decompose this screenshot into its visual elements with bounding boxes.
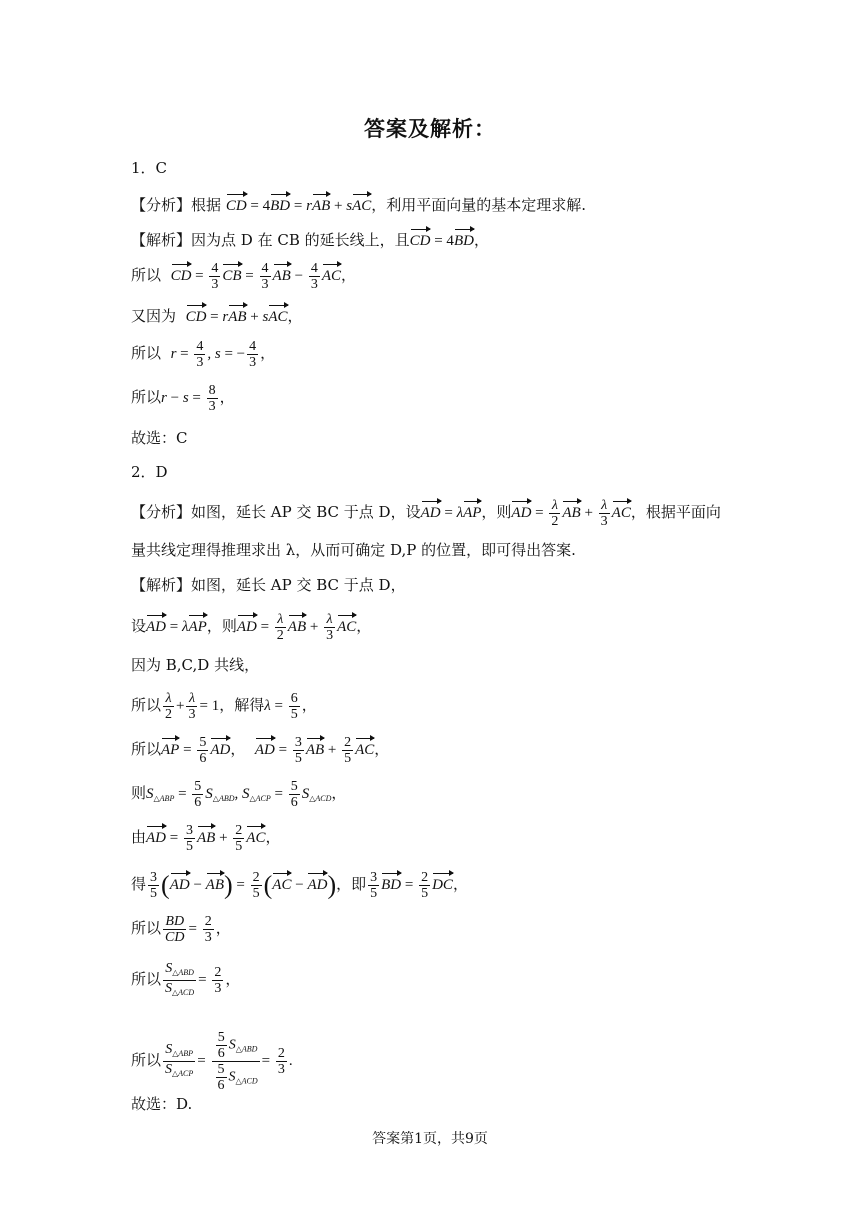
formula: AD = $\frac{\lambda}{2}$ AB + $\frac{\lambda}{3}$ AC [511, 498, 631, 529]
analysis-tag: 【分析】 [131, 196, 192, 214]
step-text: ，解得 [219, 695, 265, 714]
q2-analysis-cont: 量共线定理得推理求出 λ，从而可确定 D,P 的位置，即可得出答案. [131, 541, 576, 559]
step-text: 所以 [131, 343, 162, 362]
q2-answer: 2．D [131, 463, 168, 481]
formula: $\frac{S_{\triangle ABP}}{S_{\triangle ACP}}$ = $\frac{5}{6}$ $S_{\triangle ABD}$ $\frac{5}{6}$ $S_{\triangle ACD}$ = $\frac{2}{3}$ . [165, 1030, 293, 1093]
q1-step: 又因为 CD = rAB + sAC， [131, 304, 303, 327]
q1-answer: 1．C [131, 159, 168, 177]
formula: AD = λAP [146, 619, 207, 635]
step-text: 所以 [131, 695, 162, 714]
formula: AD = $\frac{3}{5}$ AB + $\frac{2}{5}$ AC [254, 735, 375, 766]
page-title: 答案及解析： [364, 116, 496, 141]
q2-step [131, 1030, 293, 1093]
q2-step: 所以 $\frac{S_{\triangle ABD}}{S_{\triangle ACD}}$ = $\frac{2}{3}$ ， [131, 961, 240, 1000]
analysis-text: ，根据平面向 [630, 502, 721, 521]
analysis-text: ，利用平面向量的基本定理求解. [371, 196, 587, 214]
formula: r − s = $\frac{8}{3}$ [161, 383, 216, 414]
formula: AD = $\frac{3}{5}$ AB + $\frac{2}{5}$ AC [146, 823, 266, 854]
q2-choice: 故选：D. [131, 1095, 193, 1113]
analysis-tag: 【分析】 [131, 502, 192, 521]
step-text: ，即 [336, 874, 367, 893]
formula: $S_{\triangle ABP}$ = $\frac{5}{6}$ $S_{\triangle ABD}$, $S_{\triangle ACP}$ = $\frac{5}{6}$ $S_{\triangle ACD}$ [146, 779, 332, 810]
q2-step: 所以 $\frac{BD}{CD}$ = $\frac{2}{3}$ ， [131, 914, 231, 945]
q2-step: 由AD = $\frac{3}{5}$ AB + $\frac{2}{5}$ AC， [131, 823, 281, 854]
analysis-text: ，则 [481, 502, 512, 521]
q1-step: 所以 CD = $\frac{4}{3}$ CB = $\frac{4}{3}$ AB − $\frac{4}{3}$ AC， [131, 261, 356, 292]
step-text: 所以 [131, 387, 162, 406]
step-text: 由 [131, 827, 147, 846]
step-text: ，则 [206, 616, 237, 635]
analysis-text: 如图，延长 AP 交 BC 于点 D，设 [191, 502, 421, 521]
formula: $\frac{S_{\triangle ABD}}{S_{\triangle ACD}}$ = $\frac{2}{3}$ [161, 972, 225, 988]
q2-step: 所以 $\frac{\lambda}{2}$ + $\frac{\lambda}{3}$ = 1，解得λ = $\frac{6}{5}$ ， [131, 691, 317, 722]
formula: CD = $\frac{4}{3}$ CB = $\frac{4}{3}$ AB − $\frac{4}{3}$ AC [170, 261, 341, 292]
analysis-text: 根据 [191, 196, 222, 214]
q2-step: 则$S_{\triangle ABP}$ = $\frac{5}{6}$ $S_{\triangle ABD}$, $S_{\triangle ACP}$ = $\frac{5}{6}$ $S_{\triangle ACD}$， [131, 779, 347, 810]
formula: $\frac{3}{5}$ (AD − AB) = $\frac{2}{5}$ (AC − AD) [150, 870, 337, 901]
q1-step: 所以 r = $\frac{4}{3}$ , s = − $\frac{4}{3}$ ， [131, 339, 276, 370]
q2-solution [131, 575, 406, 595]
solution-tag: 【解析】 [131, 231, 192, 249]
formula: AD = λAP [421, 505, 482, 521]
step-text: 所以 [131, 739, 162, 758]
step-text: 所以 [131, 918, 162, 937]
formula: $\frac{3}{5}$ BD = $\frac{2}{5}$ DC [370, 870, 453, 901]
q1-choice: 故选：C [131, 429, 188, 447]
step-text: 则 [131, 783, 147, 802]
formula: AP = $\frac{5}{6}$ AD [161, 735, 231, 766]
formula: λ = $\frac{6}{5}$ [264, 691, 298, 722]
q1-step: 所以r − s = $\frac{8}{3}$ ， [131, 383, 235, 414]
formula: CD = 4BD [410, 233, 474, 249]
q2-analysis [131, 498, 721, 529]
formula: AD = $\frac{\lambda}{2}$ AB + $\frac{\lambda}{3}$ AC [236, 612, 357, 643]
step-text: 所以 [131, 969, 162, 988]
q2-step: 因为 B,C,D 共线， [131, 656, 260, 674]
q2-step: 设AD = λAP，则AD = $\frac{\lambda}{2}$ AB + $\frac{\lambda}{3}$ AC， [131, 612, 372, 643]
solution-text: 如图，延长 AP 交 BC 于点 D， [191, 576, 406, 594]
solution-tag: 【解析】 [131, 576, 192, 594]
step-text: 设 [131, 616, 147, 635]
formula: $\frac{BD}{CD}$ = $\frac{2}{3}$ [165, 914, 212, 945]
step-text: 所以 [131, 1050, 162, 1069]
step-text: 得 [131, 874, 147, 893]
page-footer: 答案第1页，共9页 [372, 1131, 488, 1147]
formula: CD = 4BD = rAB + sAC [226, 198, 371, 214]
step-text: 所以 [131, 265, 162, 284]
q2-step: 得 $\frac{3}{5}$ (AD − AB) = $\frac{2}{5}$ (AC − AD)，即 $\frac{3}{5}$ BD = $\frac{2}{5}$ DC， [131, 870, 468, 901]
q2-step: 所以AP = $\frac{5}{6}$ AD， AD = $\frac{3}{5}$ AB + $\frac{2}{5}$ AC， [131, 735, 390, 766]
q1-analysis [131, 193, 586, 216]
step-text: 又因为 [131, 307, 177, 325]
formula: CD = rAB + sAC [186, 309, 288, 325]
q1-solution: 【解析】因为点 D 在 CB 的延长线上，且CD = 4BD， [131, 228, 489, 251]
formula: $\frac{\lambda}{2}$ + $\frac{\lambda}{3}$ = 1 [165, 691, 220, 722]
solution-text: 因为点 D 在 CB 的延长线上，且 [191, 231, 410, 249]
formula: r = $\frac{4}{3}$ , s = − $\frac{4}{3}$ [170, 339, 257, 370]
